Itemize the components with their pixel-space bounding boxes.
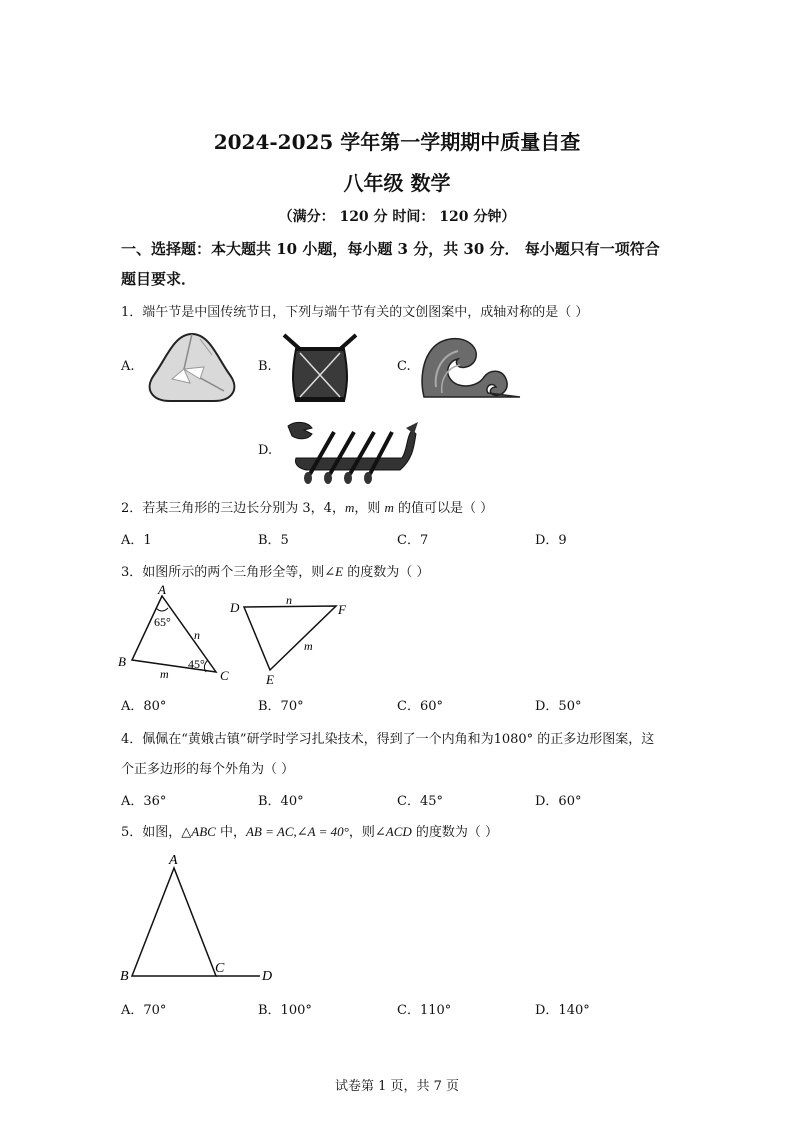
angle-a-arc bbox=[156, 608, 168, 611]
drum-icon bbox=[282, 331, 358, 403]
q2-option-d: D．9 bbox=[535, 533, 567, 548]
q1-option-d-label: D. bbox=[258, 443, 273, 458]
zongzi-icon bbox=[144, 331, 240, 403]
label-a: A bbox=[158, 584, 166, 597]
side-m-label-1: m bbox=[160, 667, 169, 681]
angle-a-value: 65° bbox=[154, 615, 171, 629]
label-b: B bbox=[120, 969, 129, 984]
q5-option-c: C．110° bbox=[397, 1003, 452, 1018]
question-1-stem: 1．端午节是中国传统节日，下列与端午节有关的文创图案中，成轴对称的是（ ） bbox=[121, 305, 589, 320]
question-4-stem-line1: 4．佩佩在“黄娥古镇”研学时学习扎染技术，得到了一个内角和为1080° 的正多边形图案，这 bbox=[121, 732, 655, 747]
exam-subtitle: 八年级 数学 bbox=[343, 171, 451, 195]
q4-option-c: C．45° bbox=[397, 794, 443, 809]
q1-option-b-label: B. bbox=[258, 359, 272, 374]
page-footer: 试卷第 1 页，共 7 页 bbox=[334, 1079, 460, 1094]
label-c: C bbox=[215, 961, 225, 976]
q2-option-b: B．5 bbox=[258, 533, 289, 548]
label-d: D bbox=[262, 969, 273, 984]
section-heading-line2: 题目要求． bbox=[121, 270, 197, 288]
section-heading-line1: 一、选择题：本大题共 10 小题，每小题 3 分，共 30 分． 每小题只有一项符合 bbox=[121, 240, 660, 258]
triangle-def bbox=[244, 606, 336, 670]
q2-option-c: C．7 bbox=[397, 533, 429, 548]
question-4-stem-line2: 个正多边形的每个外角为（ ） bbox=[121, 762, 295, 777]
q4-option-b: B．40° bbox=[258, 794, 304, 809]
q4-option-a: A．36° bbox=[121, 794, 167, 809]
question-3-stem: 3．如图所示的两个三角形全等，则∠E 的度数为（ ） bbox=[121, 564, 430, 580]
q5-option-d: D．140° bbox=[535, 1003, 590, 1018]
side-n-label-1: n bbox=[194, 628, 200, 642]
congruent-triangles-figure bbox=[112, 584, 362, 688]
label-a: A bbox=[169, 853, 178, 868]
q1-option-c-label: C. bbox=[397, 359, 411, 374]
label-b: B bbox=[118, 654, 126, 669]
exam-info: （满分： 120 分 时间： 120 分钟） bbox=[278, 209, 516, 225]
question-2-stem: 2．若某三角形的三边长分别为 3，4，m，则 m 的值可以是（ ） bbox=[121, 500, 494, 516]
q3-option-d: D．50° bbox=[535, 699, 582, 714]
q5-option-a: A．70° bbox=[121, 1003, 167, 1018]
q3-option-c: C．60° bbox=[397, 699, 443, 714]
wave-cloud-icon bbox=[418, 331, 522, 403]
label-f: F bbox=[338, 602, 346, 617]
q5-option-b: B．100° bbox=[258, 1003, 312, 1018]
label-d: D bbox=[230, 600, 240, 615]
angle-c-value: 45° bbox=[188, 657, 205, 671]
q3-option-a: A．80° bbox=[121, 699, 167, 714]
exam-title: 2024-2025 学年第一学期期中质量自查 bbox=[213, 130, 581, 154]
isosceles-triangle-figure bbox=[112, 848, 292, 988]
q2-option-a: A．1 bbox=[121, 533, 152, 548]
side-n-label-2: n bbox=[286, 593, 292, 607]
q4-option-d: D．60° bbox=[535, 794, 582, 809]
side-m-label-2: m bbox=[304, 639, 313, 653]
q1-option-a-label: A. bbox=[121, 359, 135, 374]
triangle-abc-isosceles bbox=[132, 868, 216, 976]
label-c: C bbox=[220, 668, 229, 683]
dragon-boat-icon bbox=[282, 418, 422, 486]
question-5-stem: 5．如图，△ABC 中，AB = AC,∠A = 40°，则∠ACD 的度数为（ ） bbox=[121, 824, 499, 840]
label-e: E bbox=[266, 672, 274, 687]
q3-option-b: B．70° bbox=[258, 699, 304, 714]
